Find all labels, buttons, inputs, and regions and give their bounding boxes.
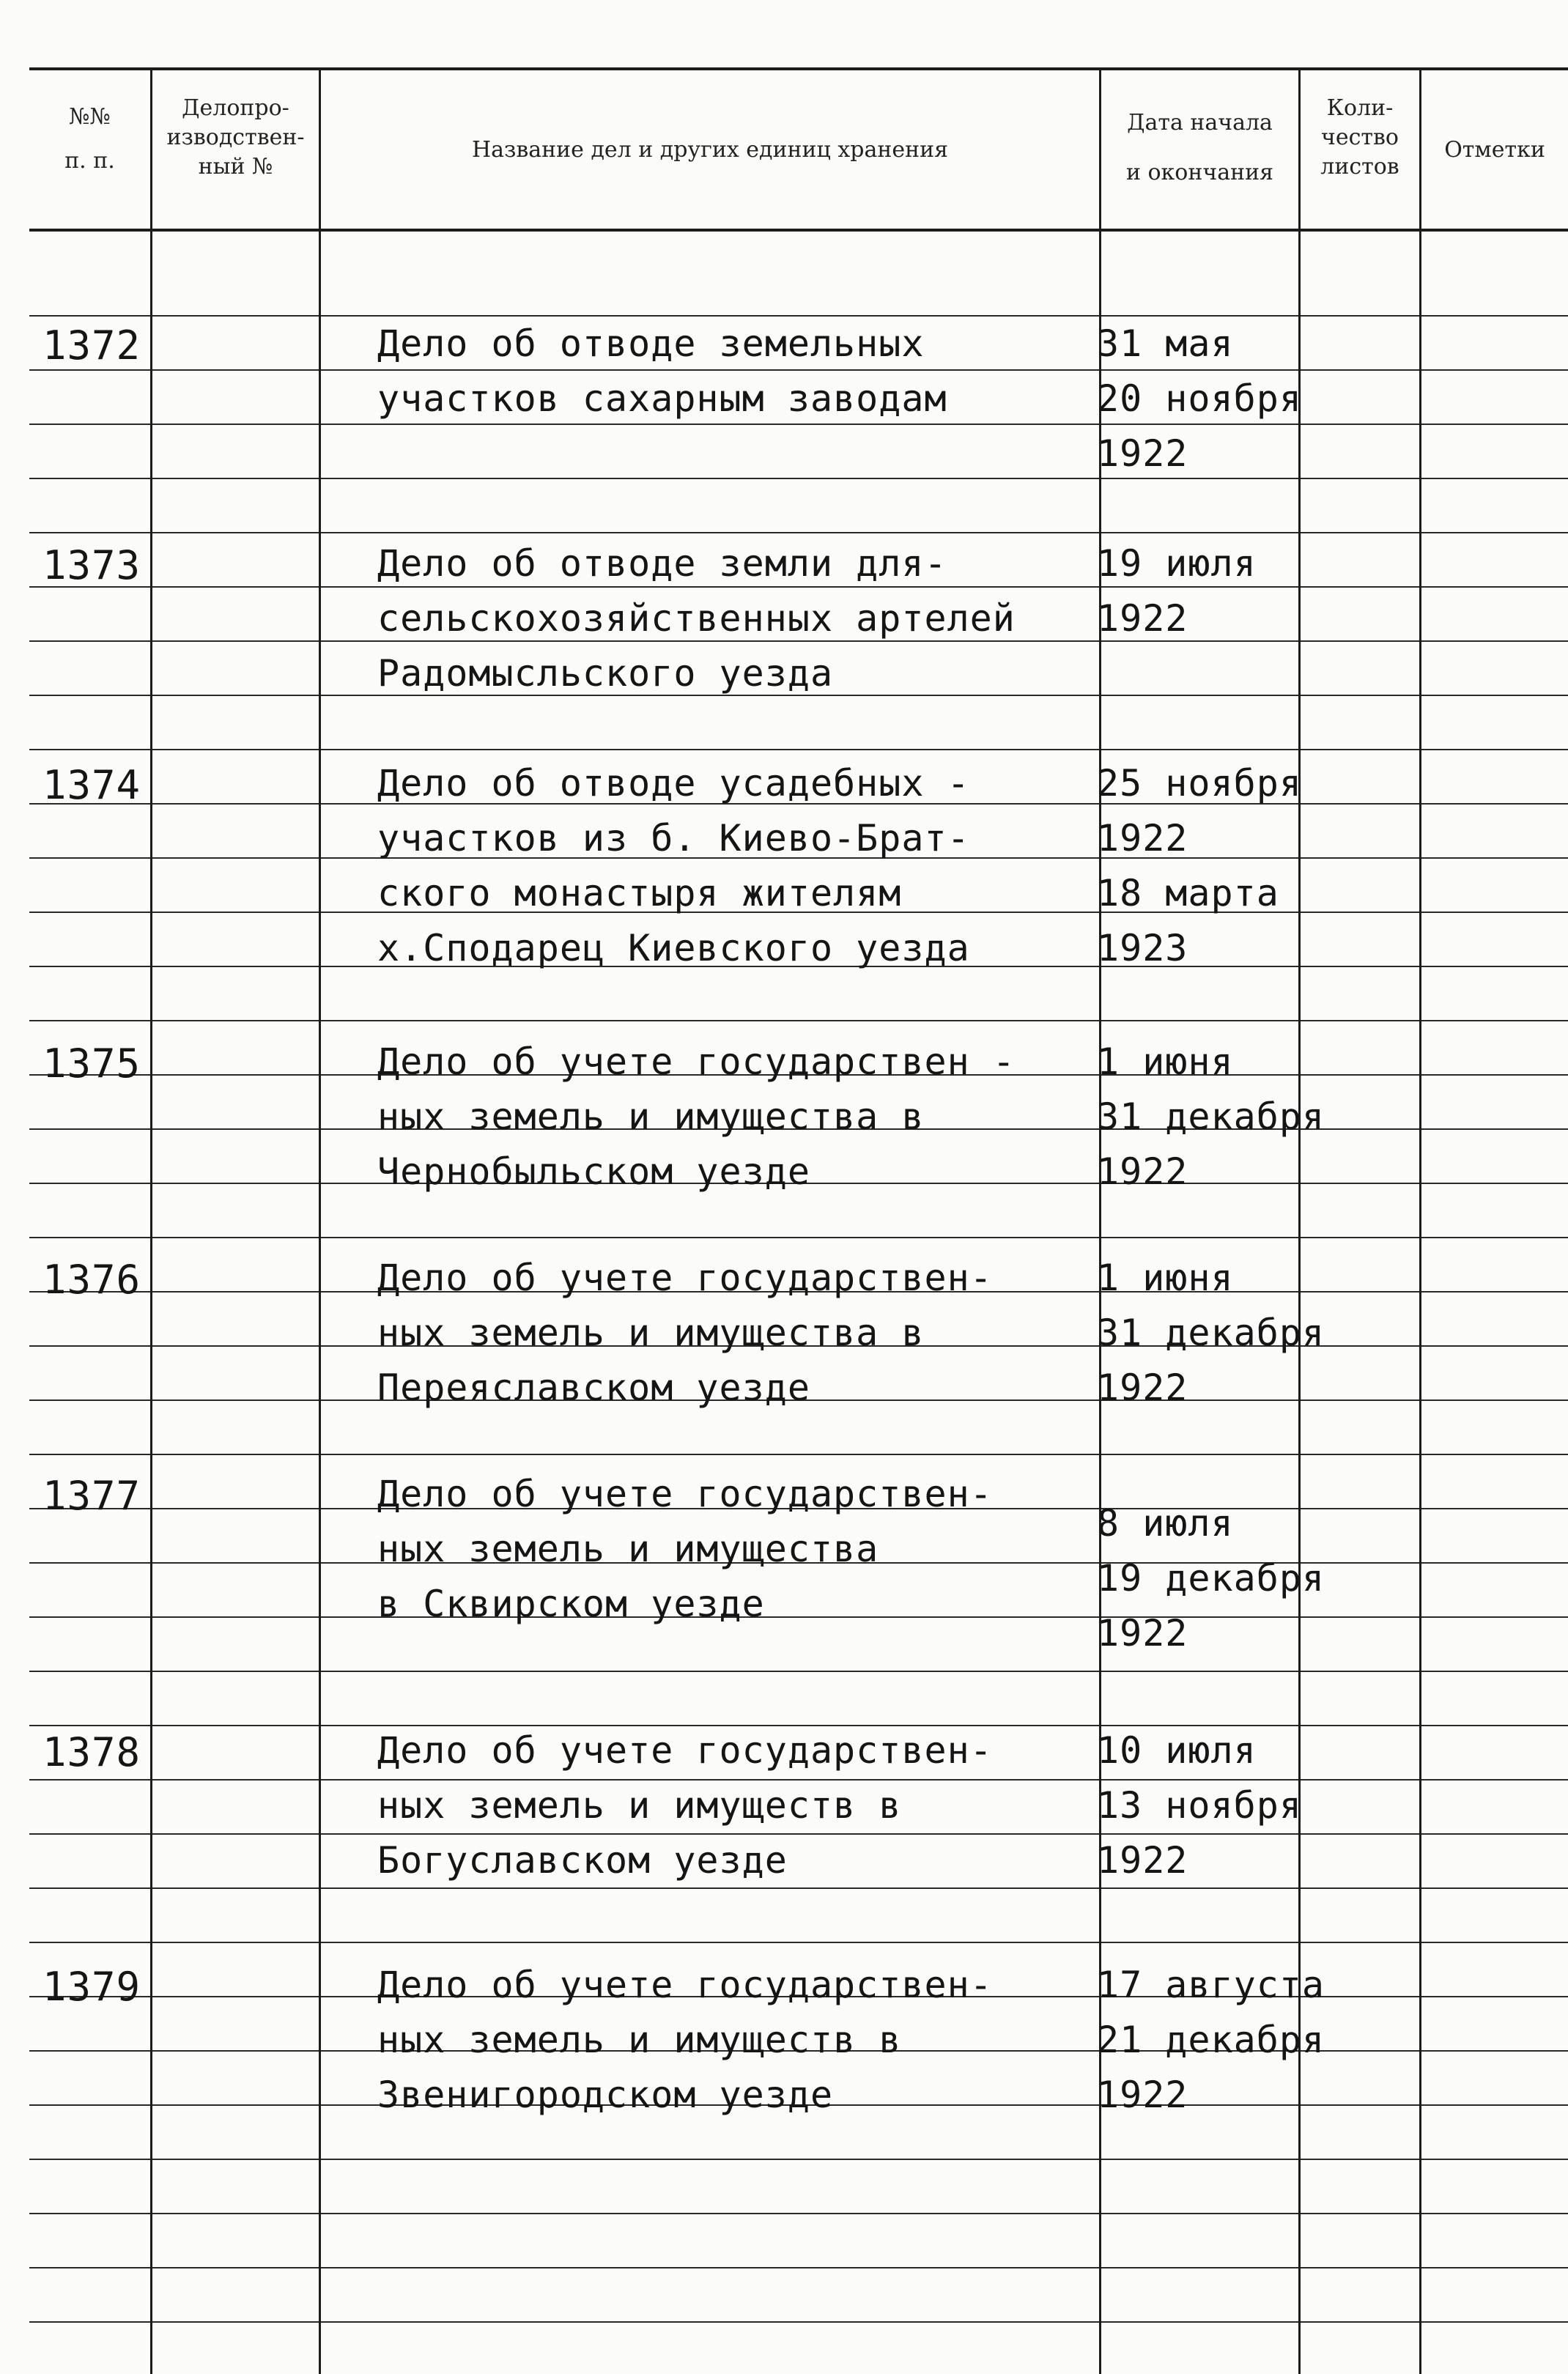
ruled-line [1301,1508,1419,1509]
entry-date-line: 21 декабря [1097,2019,1325,2061]
ruled-line [29,1671,150,1672]
ruled-line [321,586,1099,588]
ruled-line [1101,640,1298,642]
ruled-line [1301,1616,1419,1618]
header-col-number-line2: п. п. [64,148,115,174]
ruled-line [1421,1671,1568,1672]
entry-number: 1373 [42,542,141,588]
entry-title-line: Звенигородском уезде [377,2074,834,2116]
ruled-line [152,1616,319,1618]
ruled-line [1421,640,1568,642]
ruled-line [1301,966,1419,967]
entry-title-line: Дело об учете государствен- [377,1964,993,2006]
ruled-line [1421,586,1568,588]
ruled-line [1421,1942,1568,1943]
ruled-line [1301,695,1419,696]
entry-date-line: 1 июня [1097,1040,1234,1083]
entry-title-line: Чернобыльском уезде [377,1150,810,1193]
ruled-line [321,2321,1099,2323]
ruled-line [1421,695,1568,696]
ruled-line [152,1074,319,1076]
ruled-line [1301,369,1419,371]
ruled-line [1421,911,1568,913]
entry-number: 1378 [42,1729,141,1775]
ruled-line [29,2267,150,2268]
ruled-line [152,478,319,479]
ruled-line [152,2267,319,2268]
entry-title-line: х.Сподарец Киевского уезда [377,927,970,969]
header-col-office-number [152,94,319,182]
ruled-line [1301,1779,1419,1780]
ruled-line [1421,315,1568,317]
ruled-line [152,1887,319,1889]
entry-title-line: ных земель и имущества в [377,1095,925,1138]
ruled-line [152,2213,319,2214]
entry-title-line: Богуславском уезде [377,1839,788,1882]
column-divider [150,70,152,2374]
ruled-line [1101,1779,1298,1780]
header-col-title: Название дел и других единиц хранения [471,137,949,163]
ruled-line [152,640,319,642]
ruled-line [152,857,319,859]
header-col-dates [1101,108,1298,188]
ruled-line [1421,1508,1568,1509]
ruled-line [152,2159,319,2160]
entry-date-line: 20 ноября [1097,377,1302,420]
ruled-line [152,749,319,750]
entry-date-line: 31 мая [1097,322,1234,365]
ruled-line [1101,315,1298,317]
ruled-line [1421,1454,1568,1455]
ruled-line [1421,2321,1568,2323]
ruled-line [29,749,150,750]
ruled-line [1301,1725,1419,1726]
ruled-line [152,1671,319,1672]
ruled-line [1421,2213,1568,2214]
ruled-line [29,640,150,642]
header-col-dates-line1: Дата начала [1127,110,1273,136]
ruled-line [1421,1237,1568,1238]
ruled-line [321,1725,1099,1726]
ruled-line [1101,749,1298,750]
entry-title-line: ных земель и имуществ в [377,2019,902,2061]
entry-number: 1376 [42,1257,141,1303]
ruled-line [29,966,150,967]
ruled-line [1301,1020,1419,1021]
entry-date-line: 1923 [1097,927,1188,969]
ruled-line [1421,2267,1568,2268]
ruled-line [152,1128,319,1130]
ruled-line [29,911,150,913]
header-col-sheets-line1: Коли- [1326,95,1394,121]
entry-number: 1377 [42,1473,141,1519]
ruled-line [152,2321,319,2323]
ruled-line [29,857,150,859]
ruled-line [29,2159,150,2160]
ruled-line [1301,1671,1419,1672]
ruled-line [29,478,150,479]
ruled-line [1421,1779,1568,1780]
ruled-line [1421,857,1568,859]
ruled-line [1421,1020,1568,1021]
entry-title-line: Дело об отводе земли для- [377,542,947,585]
ruled-line [152,1454,319,1455]
ruled-line [29,532,150,533]
ruled-line [1421,1291,1568,1293]
ruled-line [1301,2267,1419,2268]
ruled-line [152,1508,319,1509]
ruled-line [1421,1616,1568,1618]
ruled-line [29,1725,150,1726]
ruled-line [29,1399,150,1401]
entry-title-line: ных земель и имущества в [377,1312,925,1354]
ruled-line [1421,478,1568,479]
ruled-line [152,1942,319,1943]
ruled-line [29,424,150,425]
ruled-line [1101,586,1298,588]
ruled-line [321,369,1099,371]
ruled-line [1301,2213,1419,2214]
ruled-line [1421,424,1568,425]
entry-number: 1379 [42,1964,141,2010]
ruled-line [29,1887,150,1889]
ruled-line [152,1725,319,1726]
ruled-line [1301,1942,1419,1943]
ruled-line [321,695,1099,696]
ruled-line [321,1779,1099,1780]
ruled-line [1101,2267,1298,2268]
ruled-line [29,1020,150,1021]
header-col-office-line2: изводствен- [166,125,305,150]
header-top-rule [29,67,1568,70]
entry-title-line: Переяславском уезде [377,1367,810,1409]
ruled-line [1421,1833,1568,1835]
ruled-line [1421,532,1568,533]
ruled-line [1101,2159,1298,2160]
ruled-line [1421,369,1568,371]
ruled-line [1101,1671,1298,1672]
ruled-line [1301,640,1419,642]
ruled-line [1101,1020,1298,1021]
ruled-line [29,2104,150,2106]
ruled-line [152,1833,319,1835]
ruled-line [152,2050,319,2052]
ruled-line [321,315,1099,317]
ruled-line [1101,1454,1298,1455]
header-bottom-rule [29,229,1568,232]
ruled-line [321,424,1099,425]
ruled-line [1421,1128,1568,1130]
ruled-line [152,586,319,588]
ruled-line [321,2159,1099,2160]
ruled-line [1301,911,1419,913]
header-col-office-line1: Делопро- [182,95,289,121]
entry-date-line: 1 июня [1097,1257,1234,1299]
ruled-line [321,1671,1099,1672]
ruled-line [29,1183,150,1184]
ruled-line [1301,1454,1419,1455]
entry-title-line: ского монастыря жителям [377,872,902,914]
ruled-line [321,640,1099,642]
ruled-line [1301,2321,1419,2323]
ruled-line [1301,315,1419,317]
entry-title-line: Дело об отводе земельных [377,322,925,365]
header-col-number-line1: №№ [69,104,111,130]
entry-date-line: 1922 [1097,1612,1188,1654]
ruled-line [152,1183,319,1184]
entry-date-line: 25 ноября [1097,762,1302,805]
ruled-line [1101,1725,1298,1726]
entry-date-line: 1922 [1097,1839,1188,1882]
ruled-line [1301,1074,1419,1076]
ruled-line [1101,532,1298,533]
ruled-line [1101,2321,1298,2323]
ruled-line [152,695,319,696]
entry-date-line: 1922 [1097,1367,1188,1409]
ruled-line [1421,1345,1568,1347]
ruled-line [29,1345,150,1347]
ruled-line [1301,1291,1419,1293]
header-col-sheets-line3: листов [1320,154,1399,180]
ruled-line [1421,1725,1568,1726]
ruled-line [1421,1996,1568,1997]
entry-title-line: Дело об учете государствен- [377,1473,993,1515]
ruled-line [1301,749,1419,750]
entry-date-line: 1922 [1097,1150,1188,1193]
ruled-line [1301,1833,1419,1835]
ruled-line [1421,1887,1568,1889]
ruled-line [321,1454,1099,1455]
ruled-line [1421,2104,1568,2106]
ruled-line [152,1779,319,1780]
ruled-line [1301,586,1419,588]
ruled-line [1421,2159,1568,2160]
entry-title-line: участков сахарным заводам [377,377,947,420]
ruled-line [1421,749,1568,750]
ruled-line [29,1237,150,1238]
ruled-line [1301,2104,1419,2106]
entry-number: 1372 [42,322,141,369]
entry-title-line: ных земель и имуществ в [377,1784,902,1827]
ruled-line [321,749,1099,750]
entry-title-line: Дело об учете государствен- [377,1257,993,1299]
entry-date-line: 1922 [1097,817,1188,859]
ruled-line [1101,1833,1298,1835]
ruled-line [321,1887,1099,1889]
ruled-line [1101,695,1298,696]
ruled-line [29,2050,150,2052]
ruled-line [1421,1074,1568,1076]
ruled-line [1101,424,1298,425]
ruled-line [152,1399,319,1401]
ruled-line [29,1833,150,1835]
ruled-line [321,478,1099,479]
ruled-line [152,803,319,805]
ruled-line [29,1562,150,1564]
ruled-line [321,2267,1099,2268]
entry-title-line: Радомысльского уезда [377,652,834,695]
ruled-line [1421,803,1568,805]
entry-number: 1374 [42,762,141,808]
ruled-line [29,695,150,696]
ruled-line [152,2104,319,2106]
ruled-line [152,966,319,967]
ruled-line [1101,369,1298,371]
column-divider [1419,70,1421,2374]
header-col-sheets-line2: чество [1321,125,1399,150]
ruled-line [1301,424,1419,425]
ruled-line [1421,2050,1568,2052]
ruled-line [152,532,319,533]
ruled-line [29,2321,150,2323]
entry-date-line: 8 июля [1097,1502,1234,1545]
entry-date-line: 18 марта [1097,872,1279,914]
entry-date-line: 1922 [1097,597,1188,640]
ruled-line [29,2213,150,2214]
ruled-line [29,369,150,371]
entry-date-line: 19 июля [1097,542,1257,585]
entry-date-line: 31 декабря [1097,1095,1325,1138]
header-col-notes: Отметки [1444,137,1545,163]
entry-date-line: 17 августа [1097,1964,1325,2006]
entry-date-line: 13 ноября [1097,1784,1302,1827]
header-col-office-line3: ный № [198,154,273,180]
ruled-line [152,315,319,317]
entry-date-line: 10 июля [1097,1729,1257,1772]
ruled-line [152,369,319,371]
entry-number: 1375 [42,1040,141,1087]
entry-date-line: 1922 [1097,2074,1188,2116]
ruled-line [321,1237,1099,1238]
ruled-line [1301,1237,1419,1238]
entry-date-line: 31 декабря [1097,1312,1325,1354]
ruled-line [1101,2213,1298,2214]
ruled-line [1301,1183,1419,1184]
ruled-line [1421,1562,1568,1564]
ruled-line [1301,478,1419,479]
entry-title-line: Дело об отводе усадебных - [377,762,970,805]
ruled-line [29,1779,150,1780]
ruled-line [321,1020,1099,1021]
ruled-line [152,911,319,913]
ruled-line [152,1291,319,1293]
ruled-line [1101,1237,1298,1238]
ruled-line [29,1128,150,1130]
ruled-line [1301,2159,1419,2160]
ruled-line [321,2213,1099,2214]
entry-title-line: ных земель и имущества [377,1528,879,1570]
column-divider [319,70,321,2374]
header-col-dates-line2: и окончания [1125,160,1274,185]
ruled-line [1301,857,1419,859]
ruled-line [1101,1942,1298,1943]
ruled-line [1421,1399,1568,1401]
entry-date-line: 1922 [1097,432,1188,475]
ruled-line [152,1562,319,1564]
ruled-line [152,1237,319,1238]
ruled-line [1101,478,1298,479]
ruled-line [1101,1887,1298,1889]
entry-title-line: в Сквирском уезде [377,1583,765,1625]
ruled-line [152,1020,319,1021]
entry-title-line: сельскохозяйственных артелей [377,597,1016,640]
entry-date-line: 19 декабря [1097,1557,1325,1600]
entry-title-line: участков из б. Киево-Брат- [377,817,970,859]
entry-title-line: Дело об учете государствен - [377,1040,1016,1083]
ruled-line [29,1616,150,1618]
ruled-line [321,1833,1099,1835]
ruled-line [29,1454,150,1455]
ruled-line [1301,803,1419,805]
entry-title-line: Дело об учете государствен- [377,1729,993,1772]
ruled-line [321,532,1099,533]
ruled-line [1301,1887,1419,1889]
ruled-line [1301,532,1419,533]
header-col-sheets [1301,94,1419,182]
ruled-line [1421,1183,1568,1184]
ruled-line [152,1996,319,1997]
ruled-line [29,1942,150,1943]
ruled-line [152,1345,319,1347]
ruled-line [152,424,319,425]
ruled-line [29,315,150,317]
ruled-line [1301,1399,1419,1401]
header-col-number [29,103,150,176]
ruled-line [321,1942,1099,1943]
ruled-line [1421,966,1568,967]
